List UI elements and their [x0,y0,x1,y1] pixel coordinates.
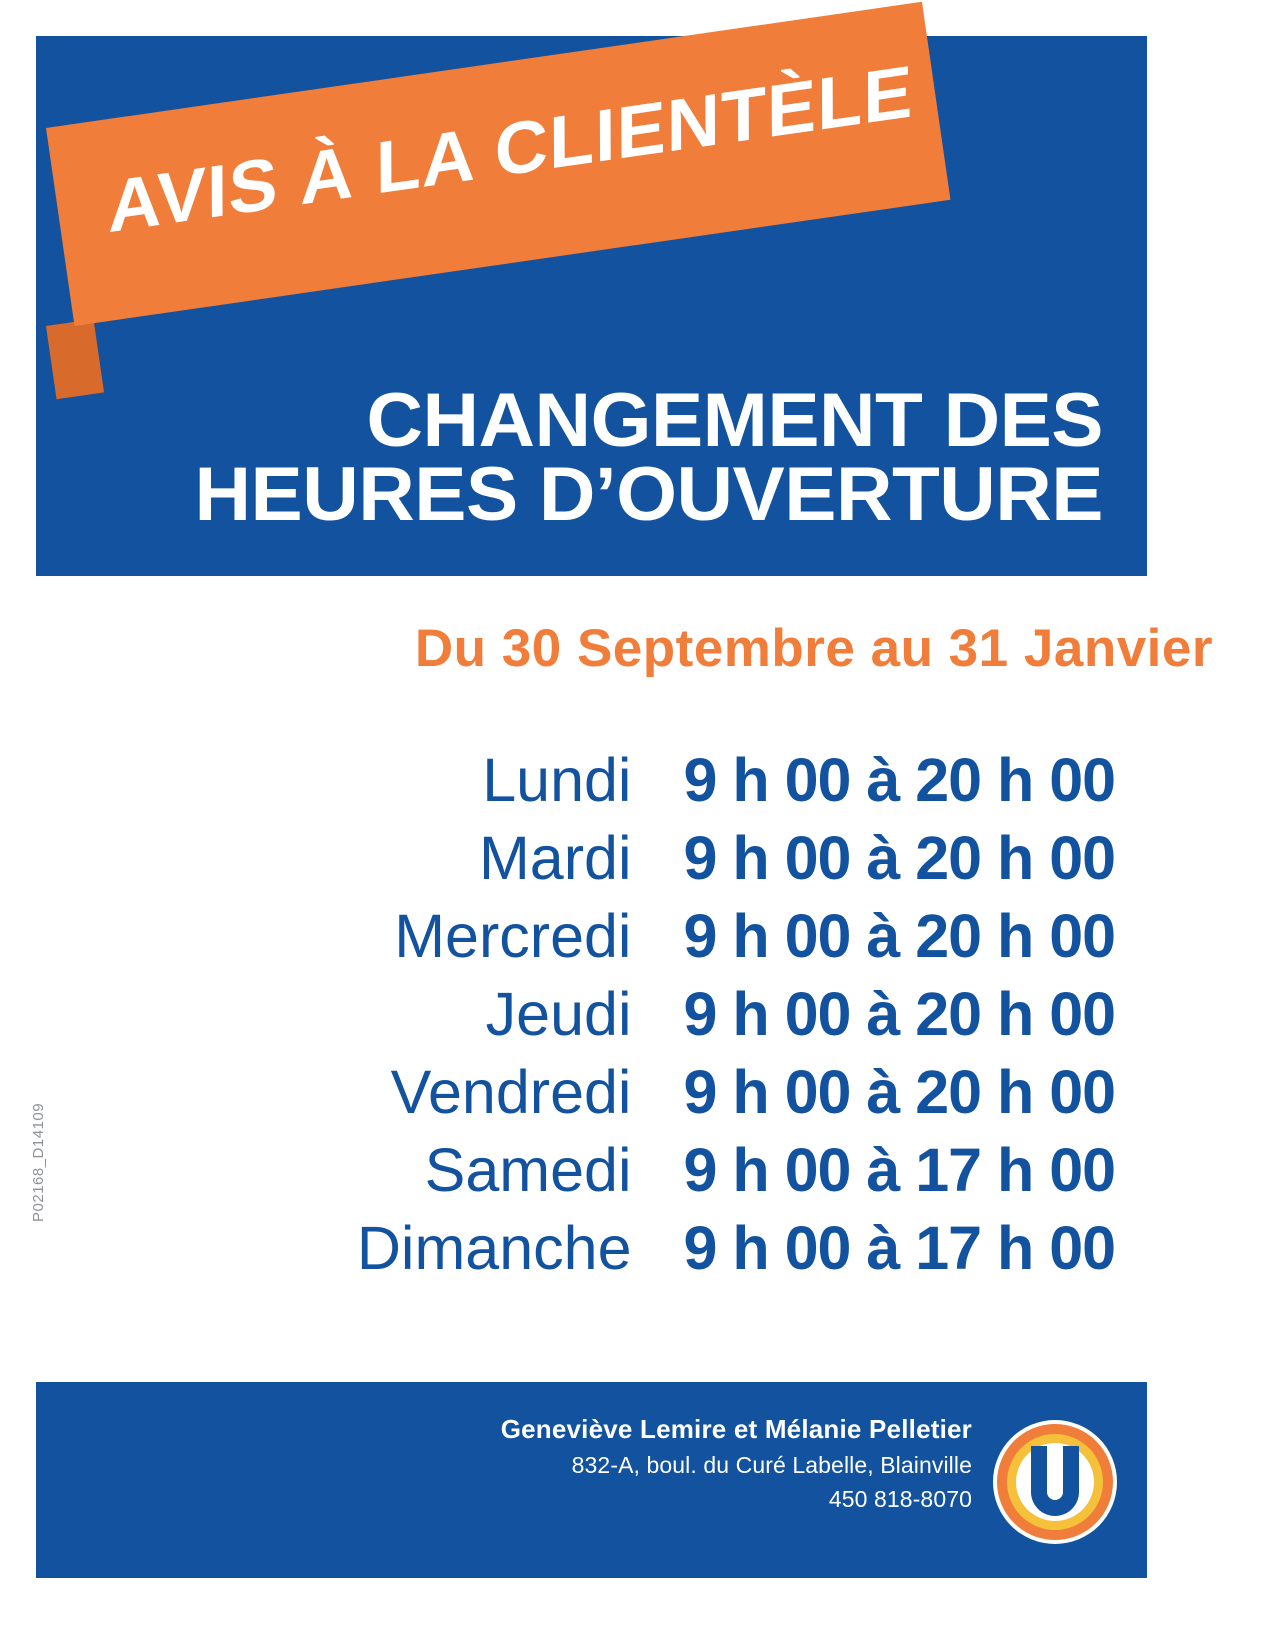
day-hours: 9 h 00 à 20 h 00 [683,980,1116,1048]
footer-phone: 450 818-8070 [828,1486,972,1512]
notice-ribbon [46,2,950,326]
hero-banner [36,36,1147,576]
day-hours: 9 h 00 à 20 h 00 [683,824,1116,892]
footer-contact-block [501,1414,972,1513]
opening-hours-table [0,745,1275,1291]
footer-owners: Geneviève Lemire et Mélanie Pelletier [500,1414,972,1444]
day-hours: 9 h 00 à 17 h 00 [683,1136,1116,1204]
table-row [0,1057,1275,1135]
day-label: Lundi [482,746,632,814]
day-label: Jeudi [485,980,632,1048]
footer-address: 832-A, boul. du Curé Labelle, Blainville [571,1452,972,1478]
day-hours: 9 h 00 à 20 h 00 [683,746,1116,814]
table-row [0,1213,1275,1291]
day-hours: 9 h 00 à 20 h 00 [683,1058,1116,1126]
footer-banner [36,1382,1147,1578]
day-label: Vendredi [390,1058,632,1126]
notice-ribbon-label: AVIS À LA CLIENTÈLE [107,50,914,249]
day-label: Samedi [424,1136,632,1204]
day-label: Dimanche [356,1214,632,1282]
uniprix-logo-icon [991,1418,1119,1546]
table-row [0,745,1275,823]
table-row [0,823,1275,901]
table-row [0,979,1275,1057]
page-title-line-2: HEURES D’OUVERTURE [194,451,1103,537]
date-range: Du 30 Septembre au 31 Janvier [414,619,1213,678]
table-row [0,1135,1275,1213]
day-hours: 9 h 00 à 17 h 00 [683,1214,1116,1282]
page-title [4,378,1103,537]
print-reference-code: P02168_D14109 [30,1102,47,1222]
day-label: Mardi [478,824,632,892]
day-hours: 9 h 00 à 20 h 00 [683,902,1116,970]
page-title-line-1: CHANGEMENT DES [366,378,1103,463]
day-label: Mercredi [394,902,632,970]
table-row [0,901,1275,979]
